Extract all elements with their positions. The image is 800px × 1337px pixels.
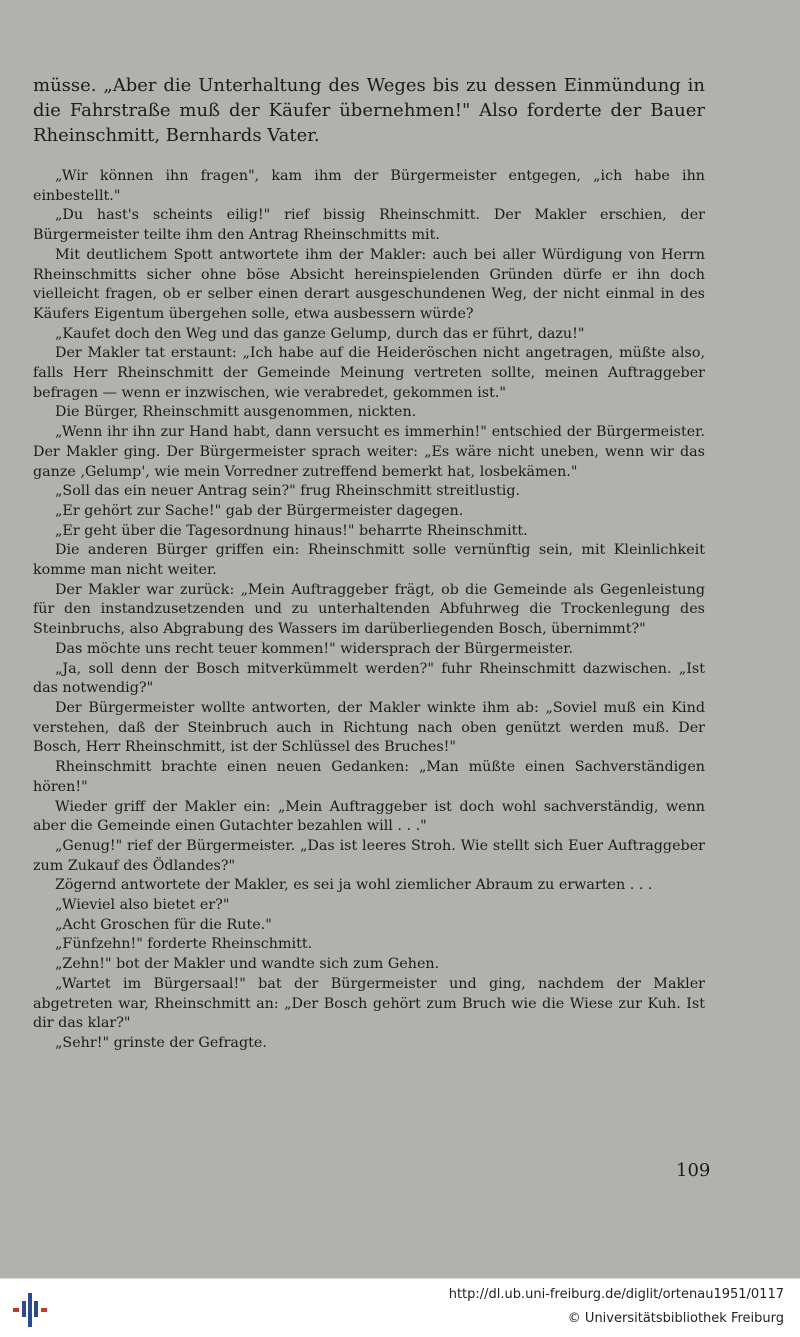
paragraph: „Soll das ein neuer Antrag sein?" frug Rheinschmitt streitlustig. xyxy=(55,483,521,500)
library-logo-icon xyxy=(10,1291,50,1329)
paragraph: „Zehn!" bot der Makler und wandte sich zum Gehen. xyxy=(55,956,440,973)
page-number: 109 xyxy=(676,1160,711,1181)
paragraph: Der Makler tat erstaunt: „Ich habe auf die Heideröschen nicht angetragen, müßte also, falls Herr Rheinschmitt der Gemeinde Meinung vertreten sollte, meinen Auftraggeber befragen — wenn er inzwischen, wie verabredet, gekommen ist." xyxy=(33,345,705,401)
paragraph: „Wir können ihn fragen", kam ihm der Bürgermeister entgegen, „ich habe ihn einbestellt." xyxy=(33,168,705,204)
paragraph: „Acht Groschen für die Rute." xyxy=(55,916,272,933)
paragraph: Der Bürgermeister wollte antworten, der Makler winkte ihm ab: „Soviel muß ein Kind verstehen, daß der Steinbruch auch in Richtung nach oben genützt werden muß. Der Bosch, Herr Rheinschmitt, ist der Schlüssel des Bruches!" xyxy=(33,699,705,756)
paragraph: Die Bürger, Rheinschmitt ausgenommen, nickten. xyxy=(55,404,417,421)
intro-text: müsse. „Aber die Unterhaltung des Weges bis zu dessen Einmündung in die Fahrstraße muß der Käufer übernehmen!" Also forderte der Bauer Rheinschmitt, Bernhards Vater. xyxy=(33,75,705,146)
paragraph: „Wieviel also bietet er?" xyxy=(55,897,230,914)
paragraph: „Ja, soll denn der Bosch mitverkümmelt werden?" fuhr Rheinschmitt dazwischen. „Ist das notwendig?" xyxy=(33,660,705,697)
paragraph: „Genug!" rief der Bürgermeister. „Das ist leeres Stroh. Wie stellt sich Euer Auftraggeber zum Zukauf des Ödlandes?" xyxy=(33,837,705,874)
paragraph: „Fünfzehn!" forderte Rheinschmitt. xyxy=(55,936,313,953)
paragraph: „Er gehört zur Sache!" gab der Bürgermeister dagegen. xyxy=(55,502,464,519)
source-url-link[interactable]: http://dl.ub.uni-freiburg.de/diglit/ortenau1951/0117 xyxy=(448,1287,784,1302)
footer-bar xyxy=(0,1278,800,1337)
paragraph: Mit deutlichem Spott antwortete ihm der Makler: auch bei aller Würdigung von Herrn Rheinschmitts sicher ohne böse Absicht hereinspielenden Gründen dürfe er ihn doch vielleicht fragen, ob er selber einen derart ausgeschundenen Weg, der nicht einmal in des Käufers Eigentum übergehen solle, etwa ausbessern würde? xyxy=(33,246,705,322)
paragraph: „Wartet im Bürgersaal!" bat der Bürgermeister und ging, nachdem der Makler abgetreten war, Rheinschmitt an: „Der Bosch gehört zum Bruch wie die Wiese zur Kuh. Ist dir das klar?" xyxy=(33,975,705,1032)
paragraph: Wieder griff der Makler ein: „Mein Auftraggeber ist doch wohl sachverständig, wenn aber die Gemeinde einen Gutachter bezahlen will . . ." xyxy=(33,798,705,835)
paragraph: Zögernd antwortete der Makler, es sei ja wohl ziemlicher Abraum zu erwarten . . . xyxy=(55,877,653,894)
page-text xyxy=(33,73,705,1054)
paragraph: „Wenn ihr ihn zur Hand habt, dann versucht es immerhin!" entschied der Bürgermeister. Der Makler ging. Der Bürgermeister sprach weiter: „Es wäre nicht uneben, wenn wir das ganze ‚Gelump', wie mein Vorredner zutreffend bemerkt hat, losbekämen." xyxy=(33,424,705,480)
paragraph: Die anderen Bürger griffen ein: Rheinschmitt solle vernünftig sein, mit Kleinlichkeit komme man nicht weiter. xyxy=(33,542,705,579)
paragraph: Rheinschmitt brachte einen neuen Gedanken: „Man müßte einen Sachverständigen hören!" xyxy=(33,759,705,795)
paragraph: „Er geht über die Tagesordnung hinaus!" beharrte Rheinschmitt. xyxy=(55,522,528,539)
intro-paragraph xyxy=(33,73,705,148)
dialogue-paragraphs xyxy=(33,167,705,1054)
copyright-text: © Universitätsbibliothek Freiburg xyxy=(567,1311,784,1326)
paragraph: „Sehr!" grinste der Gefragte. xyxy=(55,1034,267,1051)
paragraph: Das möchte uns recht teuer kommen!" widersprach der Bürgermeister. xyxy=(55,640,574,657)
paragraph: „Kaufet doch den Weg und das ganze Gelump, durch das er führt, dazu!" xyxy=(55,325,585,342)
paragraph: Der Makler war zurück: „Mein Auftraggeber frägt, ob die Gemeinde als Gegenleistung für den instandzusetzenden und zu unterhaltenden Abfuhrweg die Trockenlegung des Steinbruchs, also Abgrabung des Wassers im darüberliegenden Bosch, übernimmt?" xyxy=(33,581,705,638)
paragraph: „Du hast's scheints eilig!" rief bissig Rheinschmitt. Der Makler erschien, der Bürgermeister teilte ihm den Antrag Rheinschmitts mit. xyxy=(33,207,705,244)
